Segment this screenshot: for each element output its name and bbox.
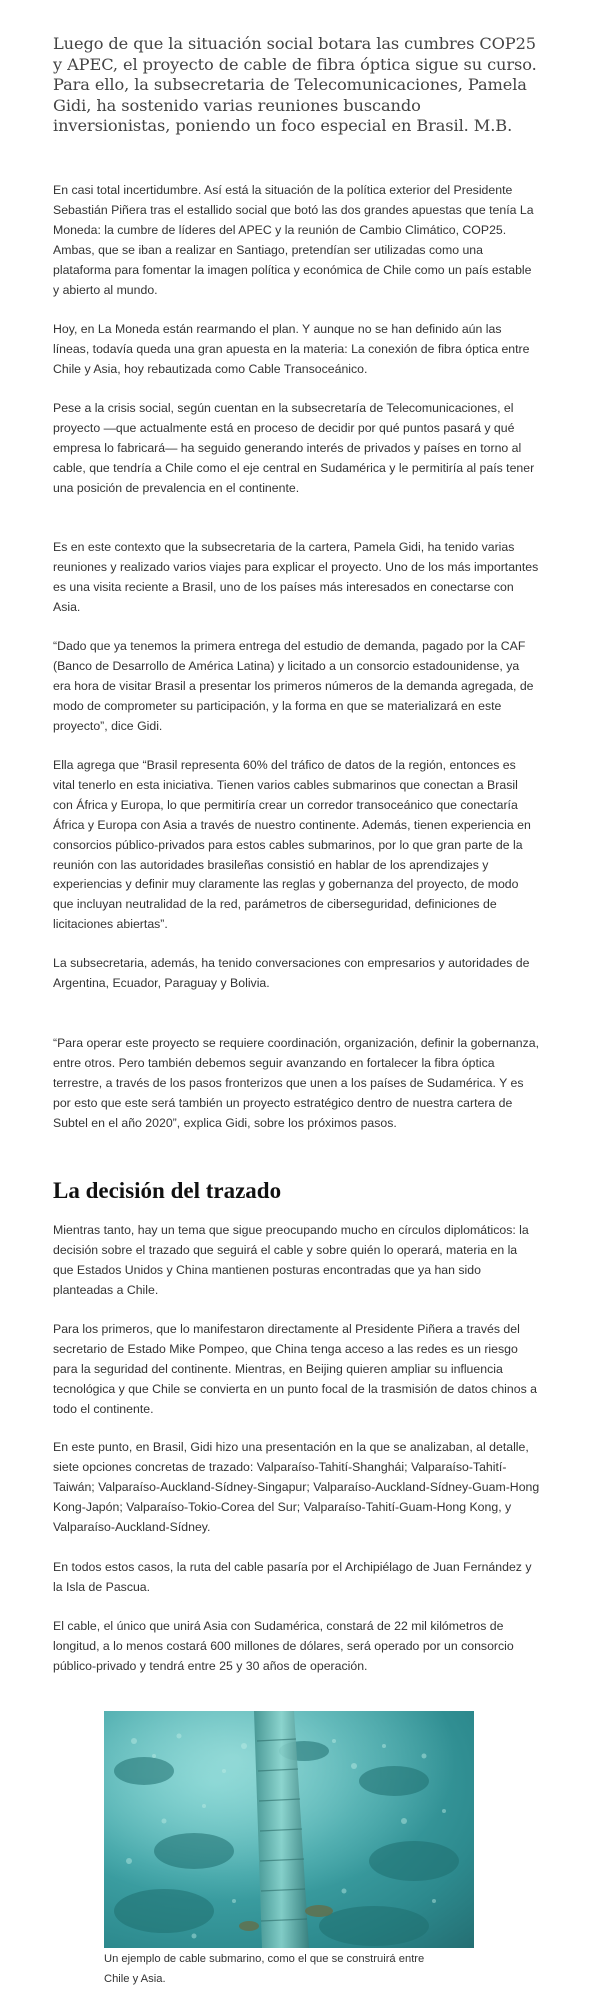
paragraph-6: Ella agrega que “Brasil representa 60% del tráfico de datos de la región, entonces es vital tenerlo en esta iniciativa. Tienen varios cables submarinos que conectan a Brasil con África y Europa, lo que permitiría crear un corredor transoceánico que conectaría África y Europa con Asia a través de nuestro continente. Además, tienen experiencia en consorcios público-privados para estos cables submarinos, por lo que gran parte de la reunión con las autoridades brasileñas consistió en hablar de los aprendizajes y experiencias y definir muy claramente las reglas y gobernanza del proyecto, de modo que incluyan neutralidad de la red, parámetros de ciberseguridad, definiciones de licitaciones abiertas”. xyxy=(53,758,531,932)
paragraph-1: En casi total incertidumbre. Así está la situación de la política exterior del Presidente Sebastián Piñera tras el estallido social que botó las dos grandes apuestas que tenía La Moneda: la cumbre de líderes del APEC y la reunión de Cambio Climático, COP25. Ambas, que se iban a realizar en Santiago, pretendían ser utilizadas como una plataforma para fomentar la imagen política y económica de Chile como un país estable y abierto al mundo. xyxy=(53,183,534,297)
article-lede: Luego de que la situación social botara las cumbres COP25 y APEC, el proyecto de cable de fibra óptica sigue su curso. Para ello, la subsecretaria de Telecomunicaciones, Pamela Gidi, ha sostenido varias reuniones buscando inversionistas, poniendo un foco especial en Brasil. M.B. xyxy=(53,34,537,136)
underwater-scene-illustration xyxy=(104,1711,474,1948)
paragraph-9: Mientras tanto, hay un tema que sigue preocupando mucho en círculos diplomáticos: la decisión sobre el trazado que seguirá el cable y sobre quién lo operará, materia en la que Estados Unidos y China mantienen posturas encontradas que ya han sido planteadas a Chile. xyxy=(53,1223,529,1297)
section-heading: La decisión del trazado xyxy=(53,1178,282,1203)
paragraph-2: Hoy, en La Moneda están rearmando el plan. Y aunque no se han definido aún las líneas, todavía queda una gran apuesta en la materia: La conexión de fibra óptica entre Chile y Asia, hoy rebautizada como Cable Transoceánico. xyxy=(53,322,530,376)
article-figure xyxy=(104,1711,474,1989)
paragraph-8: “Para operar este proyecto se requiere coordinación, organización, definir la gobernanza, entre otros. Pero también debemos seguir avanzando en fortalecer la fibra óptica terrestre, a través de los pasos fronterizos que unen a los países de Sudamérica. Y es por esto que este será también un proyecto estratégico dentro de nuestra cartera de Subtel en el año 2020”, explica Gidi, sobre los próximos pasos. xyxy=(53,1036,540,1130)
paragraph-13: El cable, el único que unirá Asia con Sudamérica, constará de 22 mil kilómetros de longitud, a lo menos costará 600 millones de dólares, será operado por un consorcio público-privado y tendrá entre 25 y 30 años de operación. xyxy=(53,1619,514,1673)
paragraph-3: Pese a la crisis social, según cuentan en la subsecretaría de Telecomunicaciones, el proyecto —que actualmente está en proceso de decidir por qué puntos pasará y qué empresa lo fabricará— ha seguido generando interés de privados y países en torno al cable, que tendría a Chile como el eje central en Sudamérica y le permitiría al país tener una posición de prevalencia en el continente. xyxy=(53,401,535,495)
paragraph-4: Es en este contexto que la subsecretaria de la cartera, Pamela Gidi, ha tenido varias reuniones y realizado varios viajes para explicar el proyecto. Uno de los más importantes es una visita reciente a Brasil, uno de los países más interesados en conectarse con Asia. xyxy=(53,540,539,614)
paragraph-11: En este punto, en Brasil, Gidi hizo una presentación en la que se analizaban, al detalle, siete opciones concretas de trazado: Valparaíso-Tahití-Shanghái; Valparaíso-Tahití-Taiwán; Valparaíso-Auckland-Sídney-Singapur; Valparaíso-Auckland-Sídney-Guam-Hong Kong-Japón; Valparaíso-Tokio-Corea del Sur; Valparaíso-Tahití-Guam-Hong Kong, y Valparaíso-Auckland-Sídney. xyxy=(53,1440,540,1534)
figure-caption: Un ejemplo de cable submarino, como el que se construirá entre Chile y Asia. xyxy=(104,1953,425,1985)
paragraph-5: “Dado que ya tenemos la primera entrega del estudio de demanda, pagado por la CAF (Banco de Desarrollo de América Latina) y licitado a un consorcio estadounidense, ya era hora de visitar Brasil a presentar los primeros números de la demanda agregada, de modo de comprometer su participación, y la forma en que se materializará en este proyecto”, dice Gidi. xyxy=(53,639,534,733)
submarine-cable-photo xyxy=(104,1711,474,1948)
paragraph-12: En todos estos casos, la ruta del cable pasaría por el Archipiélago de Juan Fernández y la Isla de Pascua. xyxy=(53,1560,532,1594)
paragraph-7: La subsecretaria, además, ha tenido conversaciones con empresarios y autoridades de Argentina, Ecuador, Paraguay y Bolivia. xyxy=(53,956,530,990)
article xyxy=(53,0,540,1673)
paragraph-10: Para los primeros, que lo manifestaron directamente al Presidente Piñera a través del secretario de Estado Mike Pompeo, que China tenga acceso a las redes es un riesgo para la seguridad del continente. Mientras, en Beijing quieren ampliar su influencia tecnológica y que Chile se convierta en un punto focal de la trasmisión de datos chinos a todo el continente. xyxy=(53,1322,537,1416)
